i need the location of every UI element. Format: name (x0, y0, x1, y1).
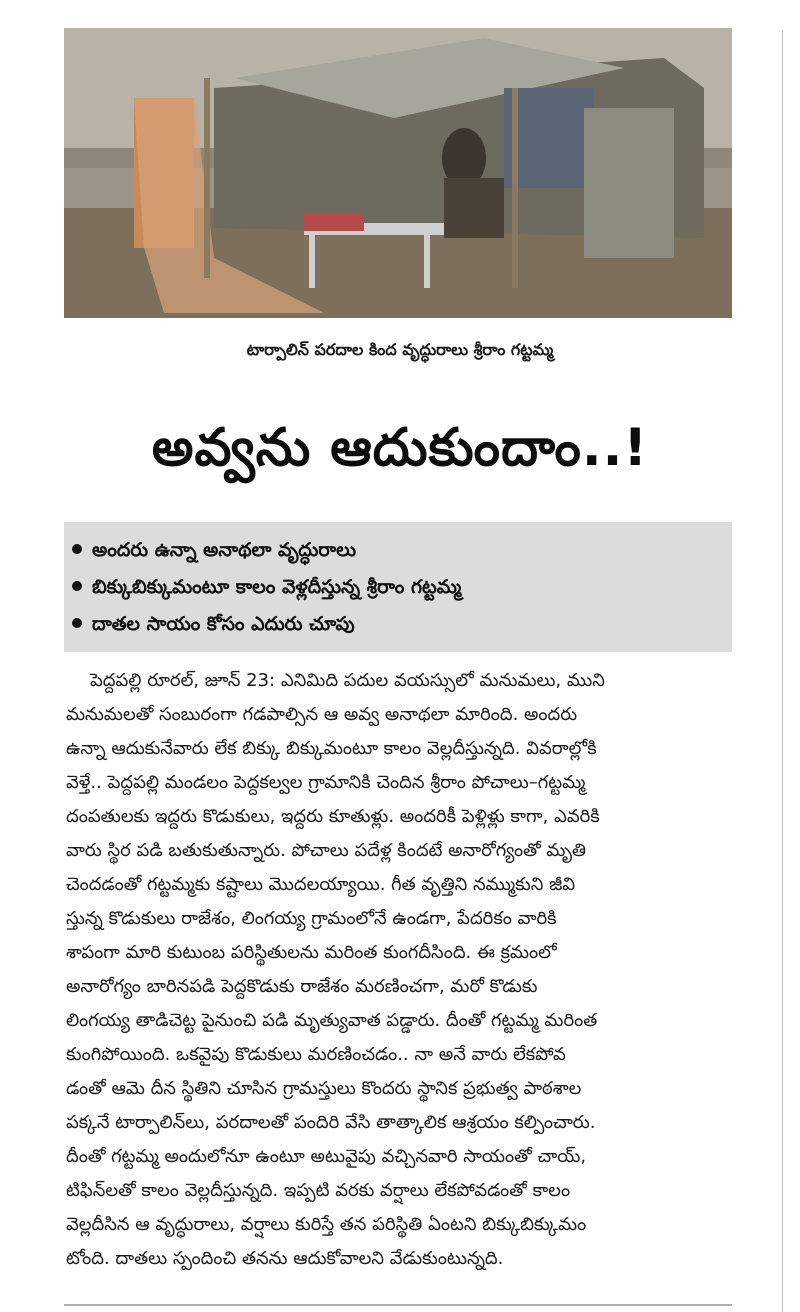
article-line: డంతో ఆమె దీన స్థితిని చూసిన గ్రామస్తులు కొందరు స్థానిక ప్రభుత్వ పాఠశాల (66, 1078, 582, 1099)
article-line: మనుమలతో సంబురంగా గడపాల్సిన ఆ అవ్వ అనాథలా మారింది. అందరు (66, 704, 578, 725)
article-line: స్తున్న కొడుకులు రాజేశం, లింగయ్య గ్రామంలోనే ఉండగా, పేదరికం వారికి (66, 908, 557, 929)
bullet-icon (72, 581, 82, 591)
highlight-item (72, 569, 732, 606)
bullet-icon (72, 544, 82, 554)
article-line: చెందడంతో గట్టమ్మకు కష్టాలు మొదలయ్యాయి. గీత వృత్తిని నమ్ముకుని జీవి (66, 874, 576, 895)
article-line: శాపంగా మారి కుటుంబ పరిస్థితులను మరింత కుంగదీసింది. ఈ క్రమంలో (66, 942, 557, 963)
article-line: వెళ్తే.. పెద్దపల్లి మండలం పెద్దకల్వల గ్రామానికి చెందిన శ్రీరాం పోచాలు–గట్టమ్మ (66, 772, 586, 793)
article-line: వారు స్థిర పడి బతుకుతున్నారు. పోచాలు పదేళ్ల కిందటే అనారోగ్యంతో మృతి (66, 840, 586, 861)
highlight-text: దాతల సాయం కోసం ఎదురు చూపు (92, 613, 355, 635)
article-line: వెల్లదీసిన ఆ వృద్ధురాలు, వర్షాలు కురిస్తే తన పరిస్థితి ఏంటని బిక్కుబిక్కుమం (66, 1214, 587, 1235)
bottom-divider (64, 1304, 732, 1306)
article-line: లింగయ్య తాడిచెట్ట పైనుంచి పడి మృత్యువాత పడ్డారు. దీంతో గట్టమ్మ మరింత (66, 1010, 598, 1031)
highlights-box (64, 522, 732, 652)
column-divider (782, 30, 783, 1312)
article-line: దీంతో గట్టమ్మ అందులోనూ ఉంటూ అటువైపు వచ్చినవారి సాయంతో చాయ్, (66, 1146, 587, 1167)
article-line: అనారోగ్యం బారినపడి పెద్దకొడుకు రాజేశం మరణించగా, మరో కొడుకు (66, 976, 538, 997)
article-line: పెద్దపల్లి రూరల్, జూన్ 23: ఎనిమిది పదుల వయస్సులో మనుమలు, ముని (90, 670, 605, 691)
article-line: ఉన్నా ఆదుకునేవారు లేక బిక్కు బిక్కుమంటూ కాలం వెల్లదీస్తున్నది. వివరాల్లోకి (66, 738, 597, 759)
bullet-icon (72, 618, 82, 628)
highlight-text: బిక్కుబిక్కుమంటూ కాలం వెళ్లదీస్తున్న శ్రీరాం గట్టమ్మ (92, 576, 462, 598)
headline: అవ్వను ఆదుకుందాం..! (151, 418, 649, 478)
news-photo (64, 28, 732, 318)
photo-caption: టార్పాలిన్ పరదాల కింద వృద్ధురాలు శ్రీరాం గట్టమ్మ (246, 340, 554, 359)
article-line: పక్కనే టార్పాలిన్‌లు, పరదాలతో పందిరి వేసి తాత్కాలిక ఆశ్రయం కల్పించారు. (66, 1112, 596, 1133)
photo-image-icon (64, 28, 732, 318)
highlight-item (72, 532, 732, 569)
article-body (66, 664, 732, 1276)
highlight-item (72, 606, 732, 643)
highlight-text: అందరు ఉన్నా అనాథలా వృద్ధురాలు (92, 539, 357, 561)
article-line: టోంది. దాతలు స్పందించి తనను ఆదుకోవాలని వేడుకుంటున్నది. (66, 1248, 504, 1269)
article-line: టిఫిన్‌లతో కాలం వెల్లదీస్తున్నది. ఇప్పటి వరకు వర్షాలు లేకపోవడంతో కాలం (66, 1180, 571, 1201)
highlights-list (72, 532, 732, 643)
article-line: దంపతులకు ఇద్దరు కొడుకులు, ఇద్దరు కూతుళ్లు. అందరికీ పెళ్లిళ్లు కాగా, ఎవరికి (66, 806, 600, 827)
article-line: కుంగిపోయింది. ఒకవైపు కొడుకులు మరణించడం.. నా అనే వారు లేకపోవ (66, 1044, 566, 1065)
